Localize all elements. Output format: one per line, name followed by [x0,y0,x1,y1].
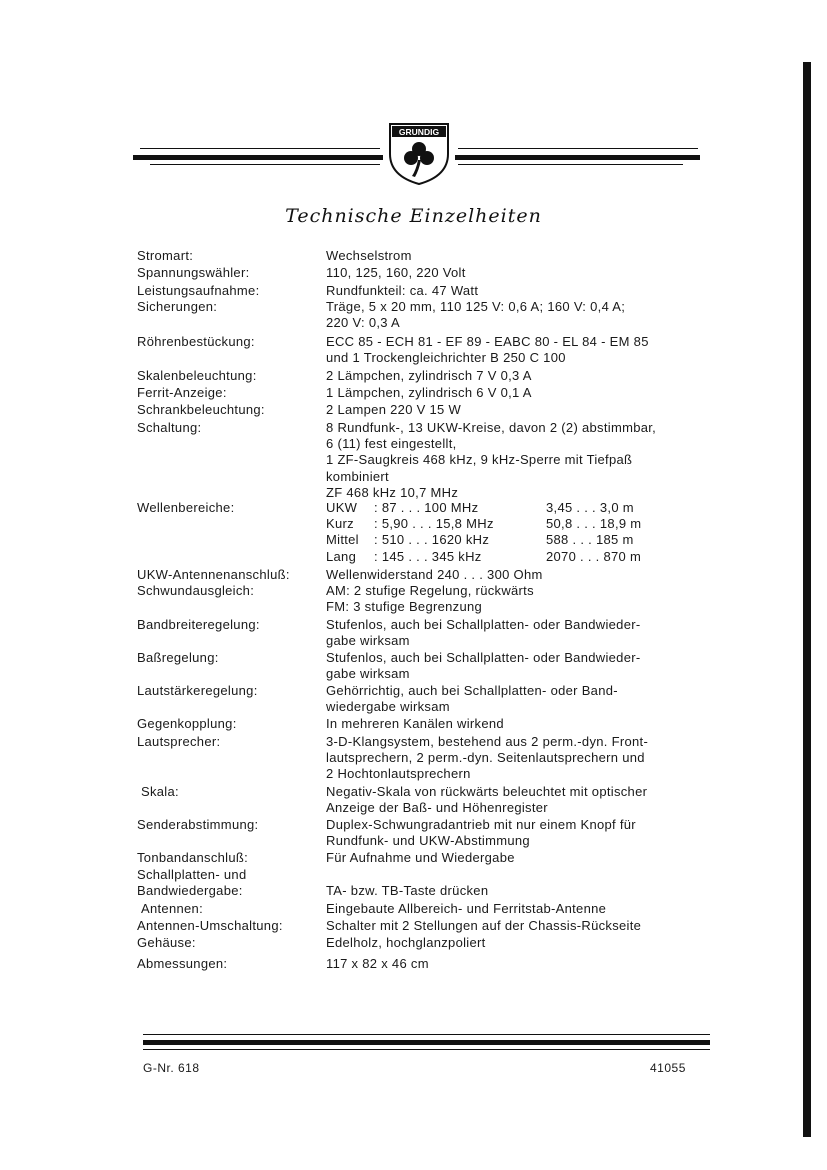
wave-band-name: Mittel [326,532,359,548]
wave-band-wavelength: 50,8 . . . 18,9 m [546,516,642,532]
spec-value-line: 110, 125, 160, 220 Volt [326,265,466,280]
spec-label: Gegenkopplung: [137,716,237,731]
spec-value [326,368,716,384]
spec-label: Lautsprecher: [137,734,221,749]
header-rule-left [133,155,383,160]
spec-value [326,299,716,331]
footer-rule-thin [143,1034,710,1035]
footer-rule-thick [143,1040,710,1045]
document-number: G-Nr. 618 [143,1061,200,1075]
spec-label: Bandwiedergabe: [137,883,243,898]
spec-value-line: Träge, 5 x 20 mm, 110 125 V: 0,6 A; 160 V: 0,4 A; [326,299,626,314]
spec-value-line: 220 V: 0,3 A [326,315,400,331]
spec-label: Schwundausgleich: [137,583,255,598]
spec-label: Schaltung: [137,420,202,435]
spec-label: Ferrit-Anzeige: [137,385,227,400]
spec-value-line: 1 Lämpchen, zylindrisch 6 V 0,1 A [326,385,532,400]
header-rule-left-thin [140,148,380,149]
spec-value-line: AM: 2 stufige Regelung, rückwärts [326,583,534,598]
spec-value-line: 2 Hochtonlautsprechern [326,766,471,782]
spec-value [326,402,716,418]
spec-value [326,334,716,366]
spec-value-line: gabe wirksam [326,666,410,682]
spec-value-line: Für Aufnahme und Wiedergabe [326,850,515,865]
page-code: 41055 [650,1061,686,1075]
footer-rule-thin-2 [143,1049,710,1050]
wave-band-name: UKW [326,500,358,515]
spec-value [326,935,716,951]
spec-value [326,420,716,501]
spec-value-line: 117 x 82 x 46 cm [326,956,429,971]
spec-value-line: Negativ-Skala von rückwärts beleuchtet mit optischer [326,784,648,799]
spec-label: Tonbandanschluß: [137,850,249,865]
spec-value-line: Wellenwiderstand 240 . . . 300 Ohm [326,567,543,582]
spec-label: Lautstärkeregelung: [137,683,258,698]
spec-value-line: kombiniert [326,468,389,484]
spec-label: Wellenbereiche: [137,500,235,515]
spec-label: Skala: [141,784,179,799]
spec-value [326,385,716,401]
spec-value [326,617,716,649]
spec-value [326,583,716,615]
spec-label: Abmessungen: [137,956,228,971]
spec-value-line: lautsprechern, 2 perm.-dyn. Seitenlautsprechern und [326,750,645,766]
spec-value-line: gabe wirksam [326,633,410,649]
spec-label: Skalenbeleuchtung: [137,368,257,383]
spec-value-line: wiedergabe wirksam [326,699,450,715]
spec-value-line: Stufenlos, auch bei Schallplatten- oder Bandwieder- [326,650,641,665]
wave-band-frequency: : 5,90 . . . 15,8 MHz [374,516,494,532]
spec-value [326,734,716,783]
spec-value [326,850,716,866]
spec-value [326,683,716,715]
spec-label: Leistungsaufnahme: [137,283,260,298]
spec-value [326,716,716,732]
spec-value [326,901,716,917]
spec-value-line: Wechselstrom [326,248,412,263]
wave-band-name: Lang [326,548,357,564]
spec-value-line: und 1 Trockengleichrichter B 250 C 100 [326,350,566,366]
spec-label: Antennen-Umschaltung: [137,918,283,933]
header-rule-right-thin [458,148,698,149]
spec-value [326,265,716,281]
spec-label: UKW-Antennenanschluß: [137,567,290,582]
wave-band-frequency: : 87 . . . 100 MHz [374,500,479,515]
spec-label: Röhrenbestückung: [137,334,255,349]
spec-value-line: Eingebaute Allbereich- und Ferritstab-Antenne [326,901,607,916]
spec-value-line: FM: 3 stufige Begrenzung [326,599,483,615]
wave-band-frequency: : 510 . . . 1620 kHz [374,532,490,548]
spec-value [326,883,716,899]
wave-band-name: Kurz [326,516,354,532]
spec-value-line: In mehreren Kanälen wirkend [326,716,504,731]
spec-label: Bandbreiteregelung: [137,617,260,632]
spec-value-line: Gehörrichtig, auch bei Schallplatten- oder Band- [326,683,618,698]
spec-value [326,784,716,816]
header-rule-right [455,155,700,160]
spec-label: Stromart: [137,248,194,263]
spec-value-line: Rundfunk- und UKW-Abstimmung [326,833,530,849]
spec-value [326,956,716,972]
spec-label: Baßregelung: [137,650,219,665]
spec-value [326,283,716,299]
spec-value-line: Edelholz, hochglanzpoliert [326,935,486,950]
spec-value [326,918,716,934]
wave-band-frequency: : 145 . . . 345 kHz [374,548,482,564]
spec-value-line: Schalter mit 2 Stellungen auf der Chassis-Rückseite [326,918,642,933]
grundig-logo [386,120,452,186]
header-rule-right-thin-2 [458,164,683,165]
spec-label: Senderabstimmung: [137,817,259,832]
spec-label: Schrankbeleuchtung: [137,402,265,417]
wave-band-wavelength: 2070 . . . 870 m [546,548,642,564]
spec-value-line: TA- bzw. TB-Taste drücken [326,883,489,898]
wave-band-wavelength: 3,45 . . . 3,0 m [546,500,634,515]
spec-value-line: Anzeige der Baß- und Höhenregister [326,800,548,816]
spec-value-line: ECC 85 - ECH 81 - EF 89 - EABC 80 - EL 84 - EM 85 [326,334,649,349]
wave-band-wavelength: 588 . . . 185 m [546,532,634,548]
header-rule-left-thin-2 [150,164,380,165]
spec-value-line: 2 Lämpchen, zylindrisch 7 V 0,3 A [326,368,532,383]
spec-value-line: 6 (11) fest eingestellt, [326,436,457,452]
spec-value-line: 1 ZF-Saugkreis 468 kHz, 9 kHz-Sperre mit Tiefpaß [326,452,633,468]
logo-text: GRUNDIG [398,127,440,137]
spec-value [326,248,716,264]
spec-value-line: 3-D-Klangsystem, bestehend aus 2 perm.-dyn. Front- [326,734,649,749]
spec-value-line: 2 Lampen 220 V 15 W [326,402,462,417]
spec-label: Sicherungen: [137,299,218,314]
spec-value-line: ZF 468 kHz 10,7 MHz [326,484,459,500]
spec-value [326,817,716,849]
spec-label: Spannungswähler: [137,265,250,280]
spec-value-line: 8 Rundfunk-, 13 UKW-Kreise, davon 2 (2) abstimmbar, [326,420,657,435]
spec-value-line: Rundfunkteil: ca. 47 Watt [326,283,479,298]
spec-value-line: Duplex-Schwungradantrieb mit nur einem Knopf für [326,817,636,832]
spec-label: Schallplatten- und [137,867,247,882]
spec-value-line: Stufenlos, auch bei Schallplatten- oder Bandwieder- [326,617,641,632]
spec-value [326,567,716,583]
spec-value [326,650,716,682]
page-title: Technische Einzelheiten [285,205,542,227]
spec-label: Antennen: [141,901,203,916]
spec-label: Gehäuse: [137,935,196,950]
